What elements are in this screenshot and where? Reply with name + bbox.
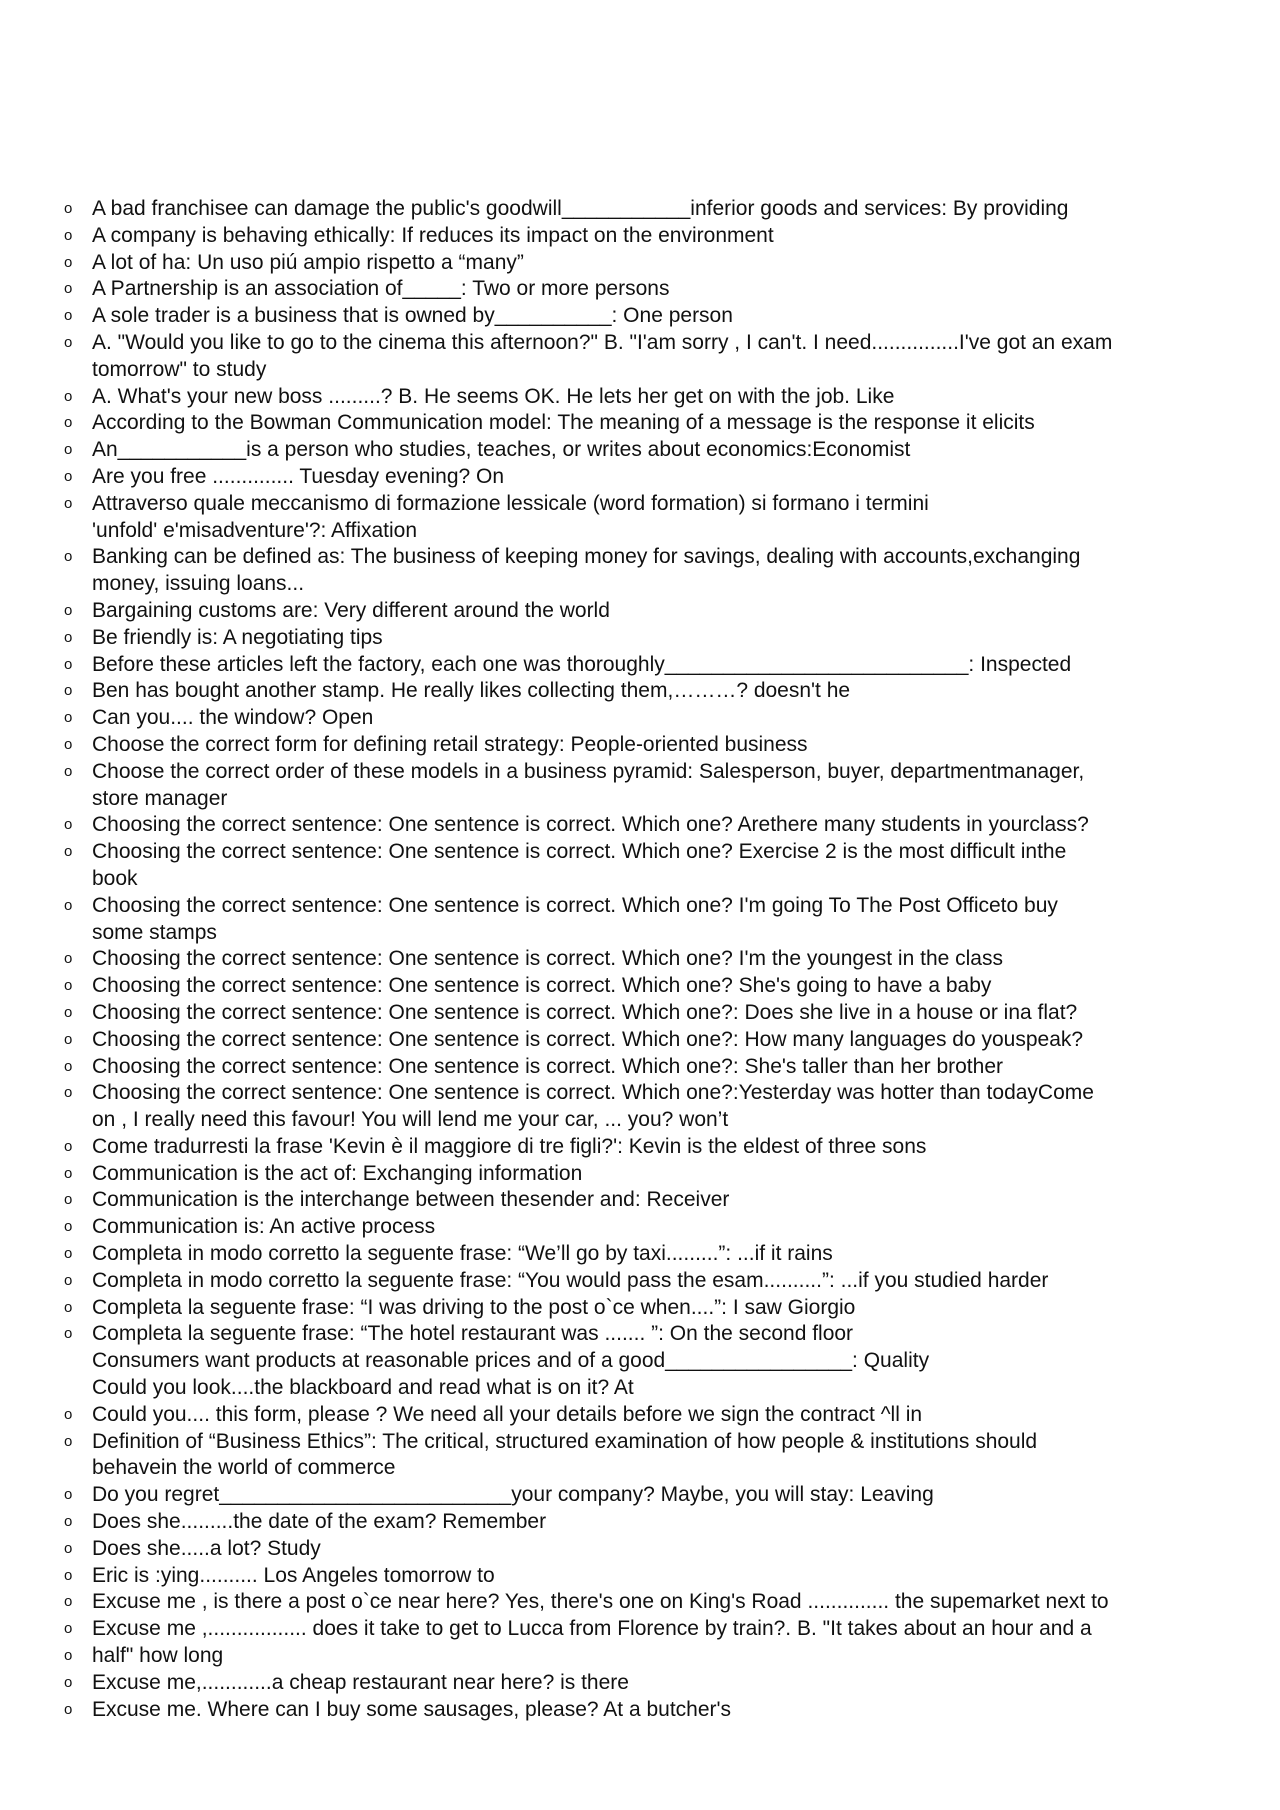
list-item-text: Choose the correct form for defining retail strategy: People-oriented business xyxy=(92,732,808,756)
list-bullet: o xyxy=(64,548,73,566)
list-item-text: Eric is :ying.......... Los Angeles tomorrow to xyxy=(92,1563,495,1587)
list-bullet: o xyxy=(64,1620,73,1638)
list-item-text: Communication is: An active process xyxy=(92,1215,436,1239)
list-bullet: o xyxy=(64,601,73,619)
list-bullet: o xyxy=(64,1218,73,1236)
list-item xyxy=(62,1268,1222,1295)
list-bullet: o xyxy=(64,1673,73,1691)
list-item xyxy=(62,652,1222,679)
list-bullet: o xyxy=(64,950,73,968)
list-item-text: Choosing the correct sentence: One sentence is correct. Which one? I'm the youngest in the class xyxy=(92,947,1003,971)
list-bullet: o xyxy=(64,709,73,727)
list-item-text: Choosing the correct sentence: One sentence is correct. Which one?: She's taller than her brother xyxy=(92,1054,1003,1078)
list-item-text: half" how long xyxy=(92,1644,224,1668)
list-item-text: According to the Bowman Communication model: The meaning of a message is the response it elicits xyxy=(92,411,1035,435)
list-item xyxy=(62,946,1222,973)
list-item-text: Excuse me , is there a post o`ce near here? Yes, there's one on King's Road .............. the supemarket next to xyxy=(92,1590,1109,1614)
list-bullet: o xyxy=(64,1057,73,1075)
list-item-text: Does she.........the date of the exam? Remember xyxy=(92,1510,547,1534)
list-item xyxy=(62,223,1222,250)
list-bullet: o xyxy=(64,1164,73,1182)
list-item-text: An___________is a person who studies, teaches, or writes about economics:Economist xyxy=(92,438,911,462)
list-item xyxy=(62,544,1222,598)
list-bullet: o xyxy=(64,1325,73,1343)
list-item-text: A company is behaving ethically: If reduces its impact on the environment xyxy=(92,223,774,247)
list-item-text: Does she.....a lot? Study xyxy=(92,1536,321,1560)
list-item-text: Do you regret_________________________your company? Maybe, you will stay: Leaving xyxy=(92,1483,934,1507)
list-bullet: o xyxy=(64,735,73,753)
list-item-text: Are you free .............. Tuesday evening? On xyxy=(92,464,505,488)
list-item xyxy=(62,1080,1222,1134)
list-item xyxy=(62,1187,1222,1214)
list-item xyxy=(62,973,1222,1000)
list-item-text: Choosing the correct sentence: One sentence is correct. Which one? She's going to have a baby xyxy=(92,974,992,998)
list-bullet: o xyxy=(64,762,73,780)
list-item xyxy=(62,384,1222,411)
list-item-text: Attraverso quale meccanismo di formazione lessicale (word formation) si formano i termini 'unfold' e'misadventure'?: Affixation xyxy=(92,491,929,542)
list-item-text: Come tradurresti la frase 'Kevin è il maggiore di tre figli?': Kevin is the eldest of three sons xyxy=(92,1134,927,1158)
list-item xyxy=(62,839,1222,893)
list-item-text: A lot of ha: Un uso piú ampio rispetto a “many” xyxy=(92,250,524,274)
list-item xyxy=(62,1027,1222,1054)
list-item xyxy=(62,1375,1222,1402)
list-item xyxy=(62,1509,1222,1536)
list-bullet: o xyxy=(64,1405,73,1423)
list-item-text: Communication is the interchange between thesender and: Receiver xyxy=(92,1188,730,1212)
list-item-text: A. What's your new boss .........? B. He seems OK. He lets her get on with the job. Like xyxy=(92,384,895,408)
list-item xyxy=(62,1616,1222,1643)
list-item-text: A bad franchisee can damage the public's goodwill___________inferior goods and services: By providing xyxy=(92,197,1069,220)
list-bullet: o xyxy=(64,387,73,405)
list-item-text: Can you.... the window? Open xyxy=(92,706,374,730)
list-item-text: Consumers want products at reasonable prices and of a good________________: Quality xyxy=(92,1349,930,1373)
list-bullet: o xyxy=(64,1513,73,1531)
list-bullet: o xyxy=(64,1245,73,1263)
list-item xyxy=(62,330,1222,384)
list-bullet: o xyxy=(64,1566,73,1584)
list-item xyxy=(62,464,1222,491)
list-item-text: Before these articles left the factory, each one was thoroughly__________________________: Inspected xyxy=(92,652,1072,676)
list-item xyxy=(62,1054,1222,1081)
list-item-text: Bargaining customs are: Very different around the world xyxy=(92,598,610,622)
list-bullet: o xyxy=(64,1030,73,1048)
list-item xyxy=(62,1589,1222,1616)
list-item xyxy=(62,1643,1222,1670)
list-item xyxy=(62,759,1222,813)
list-item-text: Definition of “Business Ethics”: The critical, structured examination of how people & institutions should behavein the world of commerce xyxy=(92,1429,1038,1480)
list-bullet: o xyxy=(64,307,73,325)
list-item-text: Choose the correct order of these models in a business pyramid: Salesperson, buyer, departmentmanager, store manager xyxy=(92,759,1085,810)
list-item-text: Could you look....the blackboard and read what is on it? At xyxy=(92,1376,634,1400)
list-bullet: o xyxy=(64,494,73,512)
list-item xyxy=(62,1563,1222,1590)
list-item xyxy=(62,705,1222,732)
list-bullet: o xyxy=(64,1003,73,1021)
list-item xyxy=(62,678,1222,705)
list-item-text: Choosing the correct sentence: One sentence is correct. Which one? Arethere many students in yourclass? xyxy=(92,813,1089,837)
list-bullet: o xyxy=(64,1593,73,1611)
list-item-text: Choosing the correct sentence: One sentence is correct. Which one?:Yesterday was hotter than todayCome on , I really need this favour! You will lend me your car, ... you? won’t xyxy=(92,1081,1094,1132)
list-bullet: o xyxy=(64,682,73,700)
list-item xyxy=(62,1214,1222,1241)
list-item-text: A sole trader is a business that is owned by__________: One person xyxy=(92,304,733,328)
list-item-text: Banking can be defined as: The business of keeping money for savings, dealing with accounts,exchanging money, issuing loans... xyxy=(92,545,1081,596)
list-item xyxy=(62,812,1222,839)
list-item xyxy=(62,276,1222,303)
question-answer-list xyxy=(62,196,1222,1723)
list-bullet: o xyxy=(64,1539,73,1557)
list-item-text: Choosing the correct sentence: One sentence is correct. Which one?: How many languages do youspeak? xyxy=(92,1027,1084,1051)
list-item-text: Completa la seguente frase: “I was driving to the post o`ce when....”: I saw Giorgio xyxy=(92,1295,856,1319)
list-item xyxy=(62,1402,1222,1429)
list-item xyxy=(62,250,1222,277)
list-item xyxy=(62,410,1222,437)
list-item-text: Could you.... this form, please ? We need all your details before we sign the contract ^ll in xyxy=(92,1402,923,1426)
list-item-text: Ben has bought another stamp. He really likes collecting them,………? doesn't he xyxy=(92,679,851,703)
list-item xyxy=(62,1000,1222,1027)
list-bullet: o xyxy=(64,1191,73,1209)
list-item xyxy=(62,893,1222,947)
list-item-text: A. "Would you like to go to the cinema this afternoon?" B. "I'am sorry , I can't. I need...............I've got an exam tomorrow" to study xyxy=(92,330,1113,381)
list-item xyxy=(62,303,1222,330)
list-item xyxy=(62,1134,1222,1161)
list-bullet: o xyxy=(64,441,73,459)
list-bullet: o xyxy=(64,1486,73,1504)
list-item xyxy=(62,1536,1222,1563)
list-item xyxy=(62,491,1222,545)
list-bullet: o xyxy=(64,414,73,432)
list-bullet: o xyxy=(64,1700,73,1718)
list-bullet: o xyxy=(64,1137,73,1155)
list-item xyxy=(62,1348,1222,1375)
list-bullet: o xyxy=(64,655,73,673)
list-item-text: Communication is the act of: Exchanging information xyxy=(92,1161,583,1185)
list-bullet: o xyxy=(64,1084,73,1102)
list-bullet: o xyxy=(64,253,73,271)
list-bullet: o xyxy=(64,896,73,914)
list-item-text: Excuse me. Where can I buy some sausages, please? At a butcher's xyxy=(92,1697,732,1721)
list-item xyxy=(62,1295,1222,1322)
list-bullet: o xyxy=(64,467,73,485)
list-item xyxy=(62,1482,1222,1509)
list-item-text: Excuse me,............a cheap restaurant near here? is there xyxy=(92,1670,629,1694)
list-item-text: Choosing the correct sentence: One sentence is correct. Which one? Exercise 2 is the most difficult inthe book xyxy=(92,840,1067,890)
list-item xyxy=(62,196,1222,223)
list-bullet: o xyxy=(64,1298,73,1316)
list-item-text: Be friendly is: A negotiating tips xyxy=(92,625,383,649)
list-item xyxy=(62,437,1222,464)
list-bullet: o xyxy=(64,628,73,646)
list-bullet: o xyxy=(64,816,73,834)
list-bullet: o xyxy=(64,843,73,861)
list-item-text: Choosing the correct sentence: One sentence is correct. Which one? I'm going To The Post Officeto buy some stamps xyxy=(92,893,1058,944)
list-item-text: Completa in modo corretto la seguente frase: “You would pass the esam..........”: ...if you studied harder xyxy=(92,1268,1049,1292)
list-item xyxy=(62,732,1222,759)
list-item-text: A Partnership is an association of_____: Two or more persons xyxy=(92,277,670,301)
list-item xyxy=(62,1670,1222,1697)
list-item xyxy=(62,1161,1222,1188)
list-bullet: o xyxy=(64,1432,73,1450)
list-item xyxy=(62,625,1222,652)
list-item-text: Excuse me ,................. does it take to get to Lucca from Florence by train?. B. "It takes about an hour and a xyxy=(92,1617,1092,1641)
list-bullet: o xyxy=(64,333,73,351)
list-bullet: o xyxy=(64,1271,73,1289)
list-bullet: o xyxy=(64,977,73,995)
list-item xyxy=(62,1429,1222,1483)
list-item-text: Completa in modo corretto la seguente frase: “We’ll go by taxi.........”: ...if it rains xyxy=(92,1242,833,1266)
list-bullet: o xyxy=(64,226,73,244)
list-bullet: o xyxy=(64,200,73,217)
list-item xyxy=(62,1241,1222,1268)
list-item xyxy=(62,598,1222,625)
list-bullet: o xyxy=(64,1647,73,1665)
list-item xyxy=(62,1697,1222,1724)
list-item-text: Choosing the correct sentence: One sentence is correct. Which one?: Does she live in a house or ina flat? xyxy=(92,1000,1078,1024)
list-bullet: o xyxy=(64,280,73,298)
list-item-text: Completa la seguente frase: “The hotel restaurant was ....... ”: On the second floor xyxy=(92,1322,854,1346)
list-item xyxy=(62,1321,1222,1348)
